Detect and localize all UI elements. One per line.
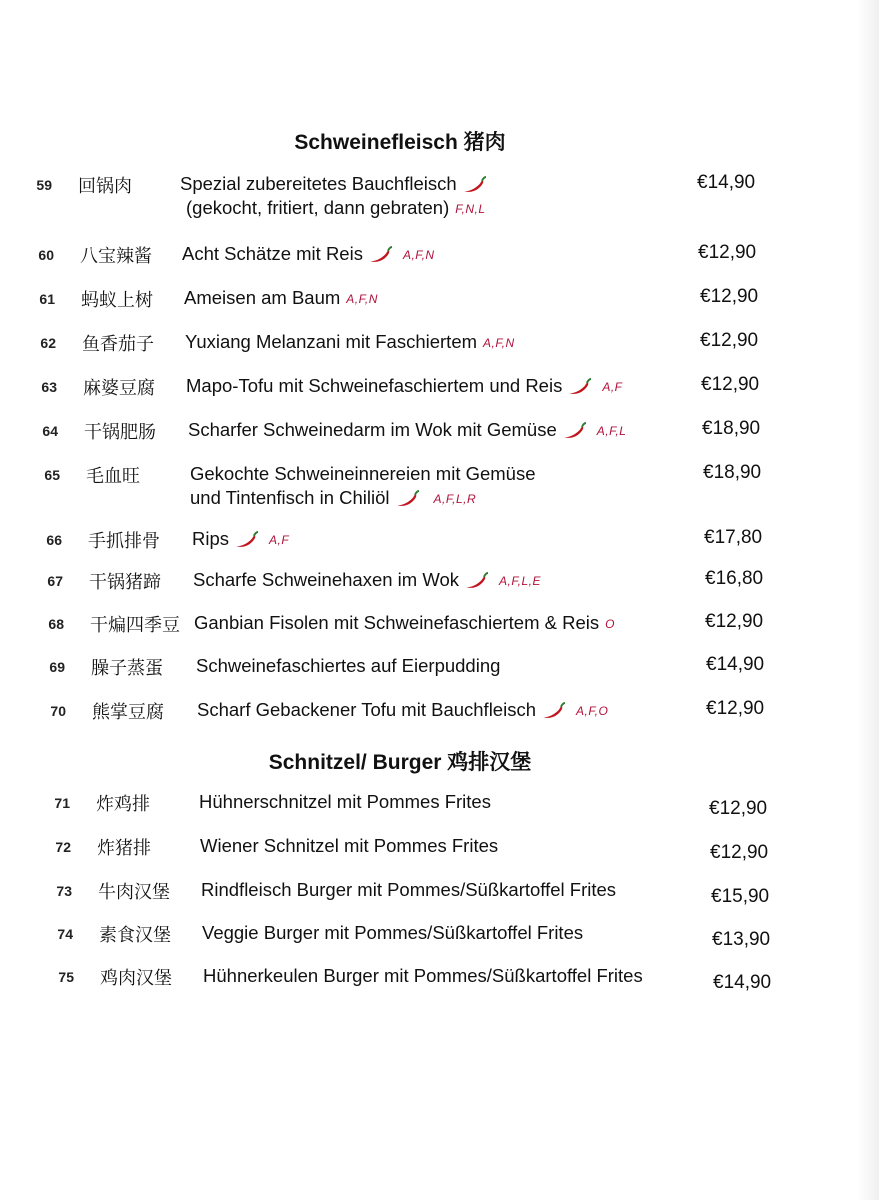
item-number: 69	[49, 659, 65, 675]
item-chinese-name: 牛肉汉堡	[98, 882, 170, 903]
item-number: 61	[39, 291, 55, 307]
allergen-codes: A,F	[269, 533, 290, 547]
allergen-codes: A,F,O	[576, 704, 609, 718]
allergen-codes: A,F,L	[596, 424, 627, 438]
item-description-line2: und Tintenfisch in Chiliöl	[190, 487, 390, 508]
item-chinese-name: 毛血旺	[86, 466, 140, 487]
item-description	[201, 878, 616, 902]
item-chinese-name: 炸猪排	[97, 838, 151, 859]
item-description	[200, 834, 498, 858]
item-price: €14,90	[706, 654, 765, 675]
item-description-line1: Hühnerschnitzel mit Pommes Frites	[199, 791, 491, 812]
item-chinese-name: 臊子蒸蛋	[91, 658, 163, 679]
item-description	[180, 172, 487, 221]
item-price: €17,80	[704, 527, 763, 548]
item-price: €12,90	[709, 798, 768, 819]
item-description-line1: Scharfe Schweinehaxen im Wok	[193, 569, 459, 590]
item-number: 66	[46, 532, 62, 548]
item-description-line1: Ameisen am Baum	[184, 287, 341, 308]
item-description	[193, 568, 541, 593]
allergen-codes: A,F,N	[402, 248, 435, 262]
item-price: €12,90	[705, 611, 764, 632]
item-price: €13,90	[712, 929, 771, 950]
item-description	[188, 418, 626, 443]
allergen-codes: A,F,N	[346, 292, 378, 306]
item-number: 63	[41, 379, 57, 395]
item-chinese-name: 鸡肉汉堡	[100, 968, 172, 989]
chili-pepper-icon	[540, 702, 566, 720]
menu-item	[0, 172, 879, 232]
item-description-line1: Yuxiang Melanzani mit Faschiertem	[185, 331, 478, 352]
item-description-line1: Spezial zubereitetes Bauchfleisch	[180, 173, 457, 194]
item-chinese-name: 手抓排骨	[88, 531, 160, 552]
item-description-line2: (gekocht, fritiert, dann gebraten)	[186, 197, 450, 218]
item-description	[185, 330, 515, 355]
item-chinese-name: 八宝辣酱	[80, 246, 152, 267]
item-chinese-name: 干锅猪蹄	[89, 572, 161, 593]
item-number: 65	[44, 467, 60, 483]
item-price: €12,90	[700, 286, 759, 307]
item-description-line1: Gekochte Schweineinnereien mit Gemüse	[190, 463, 536, 484]
chili-pepper-icon	[394, 490, 420, 508]
section-title: Schweinefleisch 猪肉	[294, 131, 506, 154]
item-description-line1: Scharfer Schweinedarm im Wok mit Gemüse	[188, 419, 557, 440]
menu-item	[0, 462, 879, 522]
item-price: €12,90	[701, 374, 760, 395]
item-number: 68	[48, 616, 64, 632]
allergen-codes: A,F,L,R	[433, 492, 477, 506]
item-description	[194, 611, 615, 636]
item-chinese-name: 蚂蚁上树	[81, 290, 153, 311]
item-number: 67	[47, 573, 63, 589]
item-description-line1: Rindfleisch Burger mit Pommes/Süßkartoffel Frites	[201, 879, 617, 900]
allergen-codes: A,F	[602, 380, 623, 394]
item-description-line1: Wiener Schnitzel mit Pommes Frites	[200, 835, 499, 856]
item-description	[197, 698, 608, 723]
item-number: 62	[40, 335, 56, 351]
item-number: 75	[58, 969, 74, 985]
item-price: €12,90	[700, 330, 759, 351]
item-chinese-name: 麻婆豆腐	[83, 378, 155, 399]
item-description-line1: Acht Schätze mit Reis	[182, 243, 363, 264]
item-description	[192, 527, 289, 552]
item-price: €12,90	[710, 842, 769, 863]
chili-pepper-icon	[566, 378, 592, 396]
item-number: 70	[50, 703, 66, 719]
chili-pepper-icon	[233, 531, 259, 549]
item-description	[184, 286, 378, 311]
item-description	[203, 964, 643, 988]
menu-item	[0, 964, 879, 1024]
item-description-line1: Schweinefaschiertes auf Eierpudding	[196, 655, 501, 676]
item-chinese-name: 鱼香茄子	[82, 334, 154, 355]
item-number: 72	[55, 839, 71, 855]
chili-pepper-icon	[367, 246, 393, 264]
item-chinese-name: 干煸四季豆	[90, 615, 180, 636]
item-description-line1: Rips	[192, 528, 230, 549]
item-number: 71	[54, 795, 70, 811]
item-description	[199, 790, 491, 814]
item-description-line1: Mapo-Tofu mit Schweinefaschiertem und Reis	[186, 375, 563, 396]
section-title: Schnitzel/ Burger 鸡排汉堡	[268, 751, 532, 774]
item-number: 59	[36, 177, 52, 193]
item-price: €12,90	[706, 698, 765, 719]
item-number: 60	[38, 247, 54, 263]
chili-pepper-icon	[461, 176, 487, 194]
item-description	[186, 374, 623, 399]
item-price: €16,80	[705, 568, 764, 589]
item-chinese-name: 干锅肥肠	[84, 422, 156, 443]
item-chinese-name: 素食汉堡	[99, 925, 171, 946]
allergen-codes: A,F,L,E	[498, 574, 541, 588]
item-number: 74	[57, 926, 73, 942]
item-price: €18,90	[702, 418, 761, 439]
item-number: 73	[56, 883, 72, 899]
item-description-line1: Ganbian Fisolen mit Schweinefaschiertem & Reis	[194, 612, 600, 633]
item-chinese-name: 炸鸡排	[96, 794, 150, 815]
item-chinese-name: 回锅肉	[78, 176, 132, 197]
item-description	[202, 921, 583, 945]
item-price: €14,90	[697, 172, 756, 193]
item-price: €12,90	[698, 242, 757, 263]
item-description	[190, 462, 536, 511]
item-description	[182, 242, 435, 267]
allergen-codes: O	[605, 617, 615, 631]
chili-pepper-icon	[463, 572, 489, 590]
item-description-line1: Veggie Burger mit Pommes/Süßkartoffel Frites	[202, 922, 584, 943]
chili-pepper-icon	[561, 422, 587, 440]
item-price: €18,90	[703, 462, 762, 483]
item-description-line1: Hühnerkeulen Burger mit Pommes/Süßkartoffel Frites	[203, 965, 643, 986]
item-number: 64	[42, 423, 58, 439]
item-price: €14,90	[713, 972, 772, 993]
item-price: €15,90	[711, 886, 770, 907]
allergen-codes: F,N,L	[455, 202, 486, 216]
item-description	[196, 654, 500, 678]
item-chinese-name: 熊掌豆腐	[92, 702, 164, 723]
item-description-line1: Scharf Gebackener Tofu mit Bauchfleisch	[197, 699, 536, 720]
allergen-codes: A,F,N	[483, 336, 515, 350]
